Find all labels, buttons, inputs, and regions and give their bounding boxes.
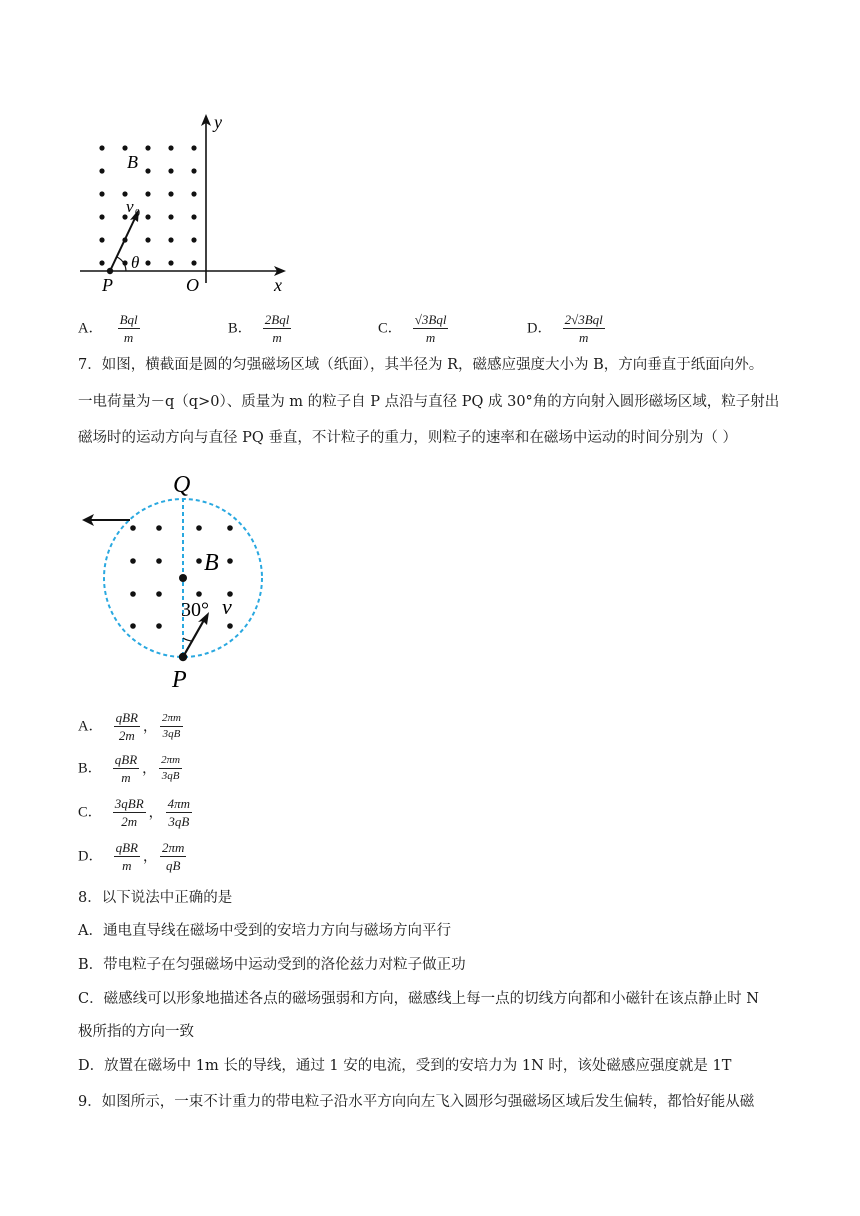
q6-option-c: C． $\frac{\text{√3Bql}}{m}$ xyxy=(378,312,447,345)
label-v0-sub: 0 xyxy=(135,208,140,219)
q6-option-b: B． $\frac{\text{2Bql}}{m}$ xyxy=(228,312,290,345)
magnetic-field-dots xyxy=(99,145,196,265)
q7-stem-line3: 磁场时的运动方向与直径 PQ 垂直，不计粒子的重力，则粒子的速率和在磁场中运动的时间分别为（ ） xyxy=(78,430,737,446)
q8-option-b: B．带电粒子在匀强磁场中运动受到的洛伦兹力对粒子做正功 xyxy=(78,957,466,973)
q9-stem-line1: 9．如图所示，一束不计重力的带电粒子沿水平方向向左飞入圆形匀强磁场区域后发生偏转，都恰好能从磁 xyxy=(78,1094,755,1110)
label-theta: θ xyxy=(131,253,140,272)
point-P xyxy=(107,268,113,274)
entry-velocity xyxy=(183,620,204,657)
q6-option-a: A． $\frac{\text{Bql}}{m}$ xyxy=(78,312,138,345)
label-P: P xyxy=(172,667,187,693)
label-Q: Q xyxy=(173,472,191,498)
label-P: P xyxy=(102,275,113,295)
q6-option-d: D． $\frac{\text{2√3Bql}}{m}$ xyxy=(527,312,603,345)
q7-option-c: C． $\frac{\text{3qBR}}{2m}$ ， $\frac{4\pi m}{3qB}$ xyxy=(78,796,191,829)
label-B: B xyxy=(127,152,138,172)
figure-circular-field xyxy=(76,462,286,694)
q8-stem: 8．以下说法中正确的是 xyxy=(78,890,233,906)
label-angle: 30° xyxy=(181,599,209,621)
label-v0: v xyxy=(126,197,134,216)
angle-arc xyxy=(183,638,193,641)
label-O: O xyxy=(186,275,199,295)
q6-a-num: Bql xyxy=(119,312,138,327)
label-B: B xyxy=(204,550,219,576)
q8-option-c-line1: C．磁感线可以形象地描述各点的磁场强弱和方向，磁感线上每一点的切线方向都和小磁针在该点静止时 N xyxy=(78,991,759,1007)
q7-option-a: A． $\frac{\text{qBR}}{2m}$ ， $\frac{2\pi m}{3qB}$ xyxy=(78,710,181,743)
center-point xyxy=(179,574,187,582)
q7-stem-line2: 一电荷量为－q（q>0）、质量为 m 的粒子自 P 点沿与直径 PQ 成 30°角的方向射入圆形磁场区域，粒子射出 xyxy=(78,394,780,410)
label-x: x xyxy=(274,275,282,295)
q7-option-d: D． $\frac{\text{qBR}}{m}$ ， $\frac{2\pi m}{qB}$ xyxy=(78,840,185,873)
q8-option-d: D．放置在磁场中 1m 长的导线，通过 1 安的电流，受到的安培力为 1N 时，该处磁感应强度就是 1T xyxy=(78,1058,732,1074)
q7-option-b: B． $\frac{\text{qBR}}{m}$ ， $\frac{2\pi m}{3qB}$ xyxy=(78,752,181,785)
q7-stem-line1: 7．如图，横截面是圆的匀强磁场区域（纸面），其半径为 R，磁感应强度大小为 B，方向垂直于纸面向外。 xyxy=(78,357,764,373)
theta-arc xyxy=(117,257,126,271)
figure-field-axes xyxy=(70,108,300,298)
q8-option-c-line2: 极所指的方向一致 xyxy=(78,1024,194,1040)
q8-option-a: A．通电直导线在磁场中受到的安培力方向与磁场方向平行 xyxy=(78,923,451,939)
label-y: y xyxy=(214,112,222,132)
label-v: v xyxy=(222,594,232,619)
